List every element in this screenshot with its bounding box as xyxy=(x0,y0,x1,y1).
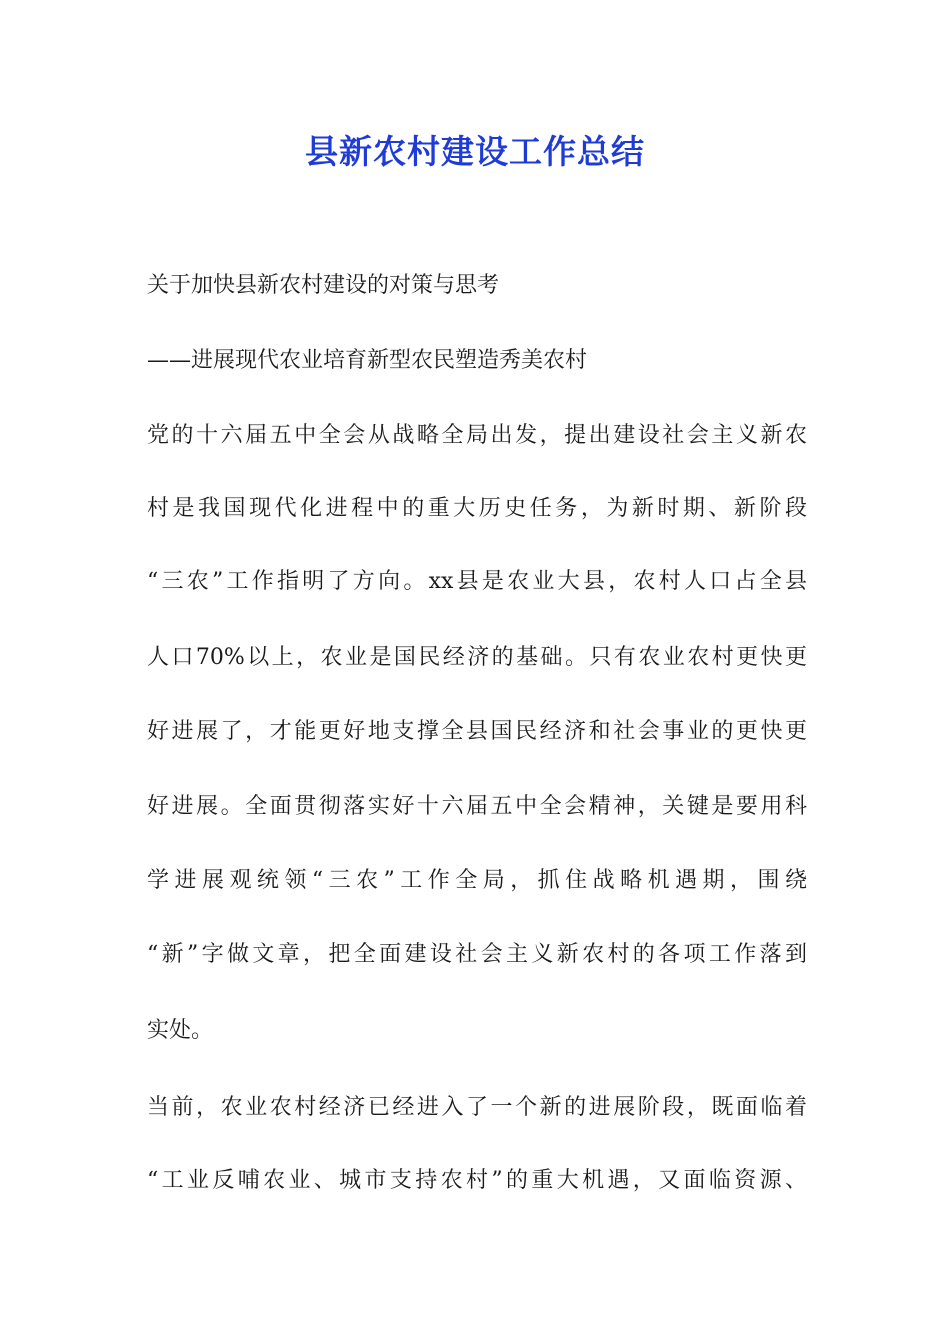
paragraph-1-line-3: “三农”工作指明了方向。xx县是农业大县，农村人口占全县 xyxy=(147,569,807,594)
paragraph-1-line-2: 村是我国现代化进程中的重大历史任务，为新时期、新阶段 xyxy=(147,496,807,521)
paragraph-1-line-7: 学进展观统领“三农”工作全局，抓住战略机遇期，围绕 xyxy=(147,868,807,893)
document-subtitle: 关于加快县新农村建设的对策与思考 xyxy=(147,273,500,298)
paragraph-1-line-1: 党的十六届五中全会从战略全局出发，提出建设社会主义新农 xyxy=(147,423,807,448)
paragraph-1-line-8: “新”字做文章，把全面建设社会主义新农村的各项工作落到 xyxy=(147,942,807,967)
paragraph-2-line-1: 当前，农业农村经济已经进入了一个新的进展阶段，既面临着 xyxy=(147,1095,807,1120)
paragraph-2-line-2: “工业反哺农业、城市支持农村”的重大机遇，又面临资源、 xyxy=(147,1168,807,1193)
paragraph-1-line-9: 实处。 xyxy=(147,1018,214,1043)
paragraph-1-line-5: 好进展了，才能更好地支撑全县国民经济和社会事业的更快更 xyxy=(147,719,807,744)
paragraph-1-line-4: 人口70%以上，农业是国民经济的基础。只有农业农村更快更 xyxy=(147,645,807,670)
document-title: 县新农村建设工作总结 xyxy=(305,132,645,171)
paragraph-1-line-6: 好进展。全面贯彻落实好十六届五中全会精神，关键是要用科 xyxy=(147,794,807,819)
document-tagline: ——进展现代农业培育新型农民塑造秀美农村 xyxy=(147,348,588,373)
